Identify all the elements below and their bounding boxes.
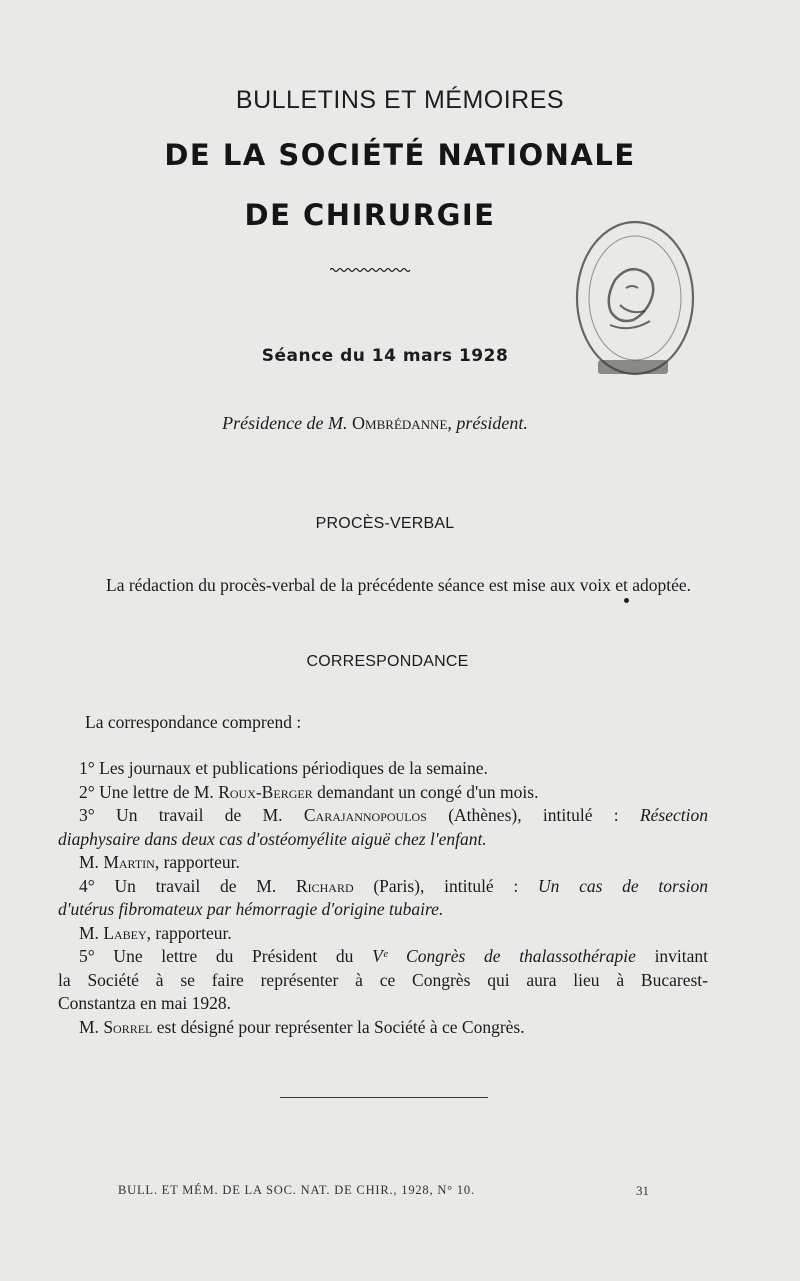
rapporteur-role: , rapporteur.	[146, 922, 232, 943]
item-3-rest: (Athènes), intitulé :	[448, 805, 619, 825]
item-3-text: 3° Un travail de M.	[79, 805, 283, 825]
list-item	[58, 804, 708, 828]
item-5-rest: invitant	[654, 946, 709, 966]
president-name: Ombrédanne	[352, 413, 448, 433]
rapporteur-name: Labey	[103, 922, 147, 943]
author-name: Richard	[295, 875, 354, 896]
item-2-text: 2° Une lettre de M.	[79, 781, 214, 802]
representative-name: Sorrel	[103, 1016, 153, 1037]
representative-line	[58, 1016, 708, 1040]
rapporteur-role: , rapporteur.	[154, 852, 240, 872]
list-item-continuation	[58, 992, 708, 1016]
page-number: 31	[636, 1183, 649, 1198]
rapporteur-prefix: M.	[79, 922, 99, 943]
presidency-suffix: président.	[456, 413, 528, 433]
item-2-rest: demandant un congé d'un mois.	[317, 781, 539, 802]
list-item	[58, 781, 708, 805]
ink-speck	[624, 598, 629, 603]
author-name: Roux-Berger	[218, 781, 313, 802]
list-item-continuation	[58, 828, 708, 852]
proces-verbal-heading: PROCÈS-VERBAL	[315, 515, 455, 532]
list-item-continuation	[58, 898, 708, 922]
list-item-continuation	[58, 969, 708, 993]
correspondance-intro: La correspondance comprend :	[85, 712, 302, 732]
work-title: Un cas de torsion	[538, 875, 709, 896]
section-divider	[280, 1097, 488, 1098]
work-title: Résection	[639, 805, 708, 825]
rapporteur-line	[58, 922, 708, 946]
item-4-rest: (Paris), intitulé :	[373, 875, 519, 896]
rapporteur-name: Martin	[103, 852, 155, 872]
session-date: Séance du 14 mars 1928	[261, 346, 509, 366]
list-item	[58, 875, 708, 899]
author-name: Carajannopoulos	[303, 805, 427, 825]
work-title-continued: diaphysaire dans deux cas d'ostéomyélite aiguë chez l'enfant.	[58, 828, 487, 849]
title-ornament	[330, 266, 412, 274]
rapporteur-line	[58, 851, 708, 875]
item-1-text: 1° Les journaux et publications périodiques de la semaine.	[79, 758, 488, 778]
proces-verbal-text	[58, 574, 710, 598]
work-title-continued: d'utérus fibromateux par hémorragie d'origine tubaire.	[58, 899, 444, 919]
item-5-line-3: Constantza en mai 1928.	[58, 993, 232, 1013]
journal-title-line2: DE LA SOCIÉTÉ NATIONALE	[164, 138, 636, 172]
proces-verbal-body: La rédaction du procès-verbal de la précédente séance est mise aux voix et adoptée.	[106, 575, 692, 595]
correspondance-heading: CORRESPONDANCE	[306, 653, 469, 670]
item-5-text: 5° Une lettre du Président du	[79, 946, 354, 966]
rapporteur-prefix: M.	[79, 852, 99, 872]
list-item	[58, 757, 708, 781]
footer-citation: BULL. ET MÉM. DE LA SOC. NAT. DE CHIR., 1928, N° 10.	[118, 1183, 475, 1197]
item-5-line-2: la Société à se faire représenter à ce Congrès qui aura lieu à Bucarest-	[58, 969, 708, 990]
representative-prefix: M.	[79, 1016, 99, 1037]
journal-title-line1: BULLETINS ET MÉMOIRES	[235, 86, 565, 114]
congress-title: Vᵉ Congrès de thalassothérapie	[372, 946, 636, 966]
presidency-prefix: Présidence de M.	[222, 413, 348, 433]
presidency-line: Présidence de M. Ombrédanne, président.	[222, 413, 528, 433]
list-item	[58, 945, 708, 969]
representative-rest: est désigné pour représenter la Société à ce Congrès.	[156, 1016, 525, 1037]
journal-title-line3: DE CHIRURGIE	[244, 198, 496, 232]
item-4-text: 4° Un travail de M.	[79, 875, 277, 896]
correspondance-list	[58, 757, 708, 1039]
